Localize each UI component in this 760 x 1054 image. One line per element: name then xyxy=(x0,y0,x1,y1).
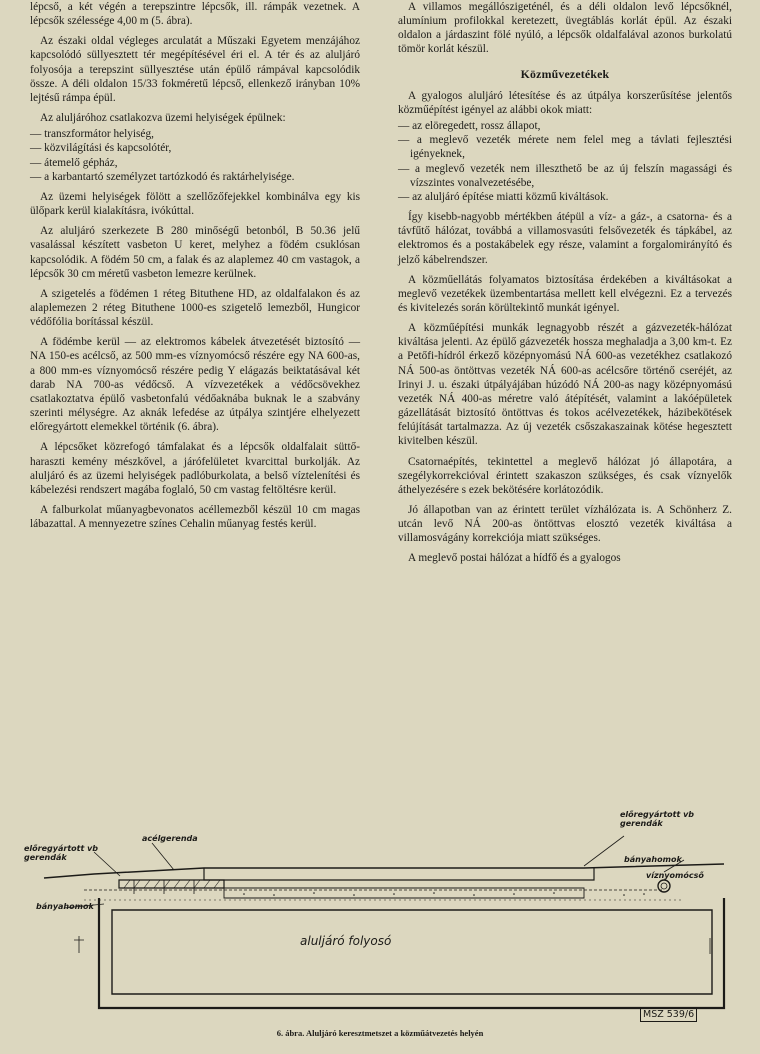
list-item: — az elöregedett, rossz állapot, xyxy=(398,119,732,133)
facility-list xyxy=(30,127,360,184)
paragraph: A gyalogos aluljáró létesítése és az útpálya korszerűsítése jelentős közműépítést igényel az alábbi okok miatt: xyxy=(398,89,732,116)
label-steel-beam: acélgerenda xyxy=(142,834,198,843)
standard-mark: MSZ 539/6 xyxy=(640,1008,697,1022)
paragraph: Így kisebb-nagyobb mértékben átépül a víz- a gáz-, a csatorna- és a távfűtő hálózat, továbbá a villamosvasúti felsővezeték és tápkábel, az elektromos és a postakábelek egy része, valamint a forgalomirányító és jelző kábelrendszer. xyxy=(398,211,732,266)
list-item: — transzformátor helyiség, xyxy=(30,127,360,141)
list-item: — a meglevő vezeték nem illeszthető be az új felszín magassági és vízszintes vonalvezetésébe, xyxy=(398,162,732,190)
label-sand-right: bányahomok xyxy=(624,855,682,864)
list-item: — a karbantartó személyzet tartózkodó és raktárhelyisége. xyxy=(30,170,360,184)
paragraph: A födémbe kerül — az elektromos kábelek átvezetését biztosító — NA 150-es acélcső, az 500 mm-es víznyomócső részére egy NA 600-as, a 800 mm-es víznyomócső részére pedig Y elágazás beiktatásával két darab NA 700-as védőcső. A vízvezetékek a védőcsövekhez csatlakoztatva épülő vasbetonfalú védőaknába buknak le a szabvány szerinti mélységre. Az aknák lefedése az útpálya szintjére elhelyezett előregyártott elemekkel történik (6. ábra). xyxy=(30,336,360,434)
list-item: — átemelő gépház, xyxy=(30,156,360,170)
paragraph: A lépcsőket közrefogó támfalakat és a lépcsők oldalfalait süttő-haraszti kemény mészkővel, a járófelületet kvarcittal burkolják. Az aluljáró és az üzemi helyiségek padlóburkolata, a belső víztelenítési és kábelezési rendszert magába foglaló, 50 cm vastag feltöltésre kerül. xyxy=(30,441,360,496)
list-item: — az aluljáró építése miatti közmű kiváltások. xyxy=(398,190,732,204)
paragraph: A falburkolat műanyagbevonatos acéllemezből készül 10 cm magas lábazattal. A mennyezetre színes Cehalin műanyag festés kerül. xyxy=(30,504,360,531)
paragraph: lépcső, a két végén a terepszintre lépcsők, ill. rámpák vezetnek. A lépcsők szélessége 4,00 m (5. ábra). xyxy=(30,1,360,28)
right-column xyxy=(398,0,732,572)
paragraph: A meglevő postai hálózat a hídfő és a gyalogos xyxy=(408,552,621,565)
list-item: — közvilágítási és kapcsolótér, xyxy=(30,141,360,155)
left-column xyxy=(30,0,360,537)
label-sand-left: bányahomok xyxy=(36,902,94,911)
reasons-list xyxy=(398,119,732,204)
paragraph: Az aluljáró szerkezete B 280 minőségű betonból, B 50.36 jelű vasalással készített vasbeton U keret, melyhez a födém csuklósan kapcsolódik. A födém 50 cm, a falak és az alaplemez 40 cm vastagok, a lépcsők 30 cm méretű vasbeton lemezre kerülnek. xyxy=(30,225,360,280)
figure-caption: 6. ábra. Aluljáró keresztmetszet a közműátvezetés helyén xyxy=(276,1028,484,1038)
label-prefab-right: előregyártott vb gerendák xyxy=(620,810,695,828)
paragraph: A villamos megállószigeténél, és a déli oldalon levő lépcsőknél, alumínium profilokkal keretezett, üvegtáblás korlát épül. Az északi oldalon a járdaszint fölé nyúló, a lépcsők oldalfalával azonos burkolatú tömör korlát készül. xyxy=(398,1,732,56)
paragraph: A szigetelés a födémen 1 réteg Bituthene HD, az oldalfalakon és az alaplemezen 2 réteg Bituthene 1000-es szigetelő lemezből, Hungicor védőfólia borítással készül. xyxy=(30,287,360,329)
label-prefab-left: előregyártott vb gerendák xyxy=(24,844,99,862)
cross-section-drawing xyxy=(24,808,736,1026)
label-corridor: aluljáró folyosó xyxy=(300,934,392,948)
section-heading: Közművezetékek xyxy=(520,66,610,81)
paragraph: Csatornaépítés, tekintettel a meglevő hálózat jó állapotára, a szegélykorrekcióval érintett szakaszon szükséges, és csak víznyelők áthelyezésére s ezek bekötésére korlátozódik. xyxy=(398,455,732,496)
paragraph: Az üzemi helyiségek fölött a szellőzőfejekkel kombinálva egy kis ülőpark kerül kialakításra, ivókúttal. xyxy=(30,190,360,218)
paragraph: A közműépítési munkák legnagyobb részét a gázvezeték-hálózat kiváltása jelenti. Az épülő gázvezeték hossza meghaladja a 3,00 km-t. Ez a Petőfi-hídról érkező középnyomású NÁ 600-as vezetékhez csatlakozó NÁ 500-as öntöttvas vezeték NÁ 600-as acélcsőre történő cseréjét, az Irinyi J. u. északi útpályájában húzódó NÁ 200-as nagy középnyomású vezeték NÁ 400-as méretre való átépítését, valamint a lakóépületek gázellátását biztosító öntöttvas és tokos acélvezetékek, házibekötések felújítását tartalmazza. Az új vezeték csőszakaszainak kötése hegesztett kivitelben készül. xyxy=(398,322,732,448)
paragraph: Az aluljáróhoz csatlakozva üzemi helyiségek épülnek: xyxy=(40,112,286,125)
label-water-pipe: víznyomócső xyxy=(646,871,704,880)
paragraph: Jó állapotban van az érintett terület vízhálózata is. A Schönherz Z. utcán levő NÁ 200-as öntöttvas elosztó vezeték kiváltása a villamosvágány korrekciója miatt szükséges. xyxy=(398,504,732,545)
list-item: — a meglevő vezeték mérete nem felel meg a távlati fejlesztési igényeknek, xyxy=(398,133,732,161)
cross-section-figure xyxy=(24,808,736,1044)
paragraph: A közműellátás folyamatos biztosítása érdekében a kiváltásokat a meglevő vezetékek üzembentartása mellett kell elvégezni. Ez a tervezés és kivitelezés során körültekintő munkát igényel. xyxy=(398,273,732,314)
paragraph: Az északi oldal végleges arculatát a Műszaki Egyetem menzájához kapcsolódó süllyesztett tér megépítésével éri el. A tér és az aluljáró folyosója a terepszint süllyesztése után épülő rámpával kapcsolódik össze. A déli oldalon 15/33 fokméretű lépcső, ellenkező irányban 10% lejtésű rámpa épül. xyxy=(30,35,360,104)
